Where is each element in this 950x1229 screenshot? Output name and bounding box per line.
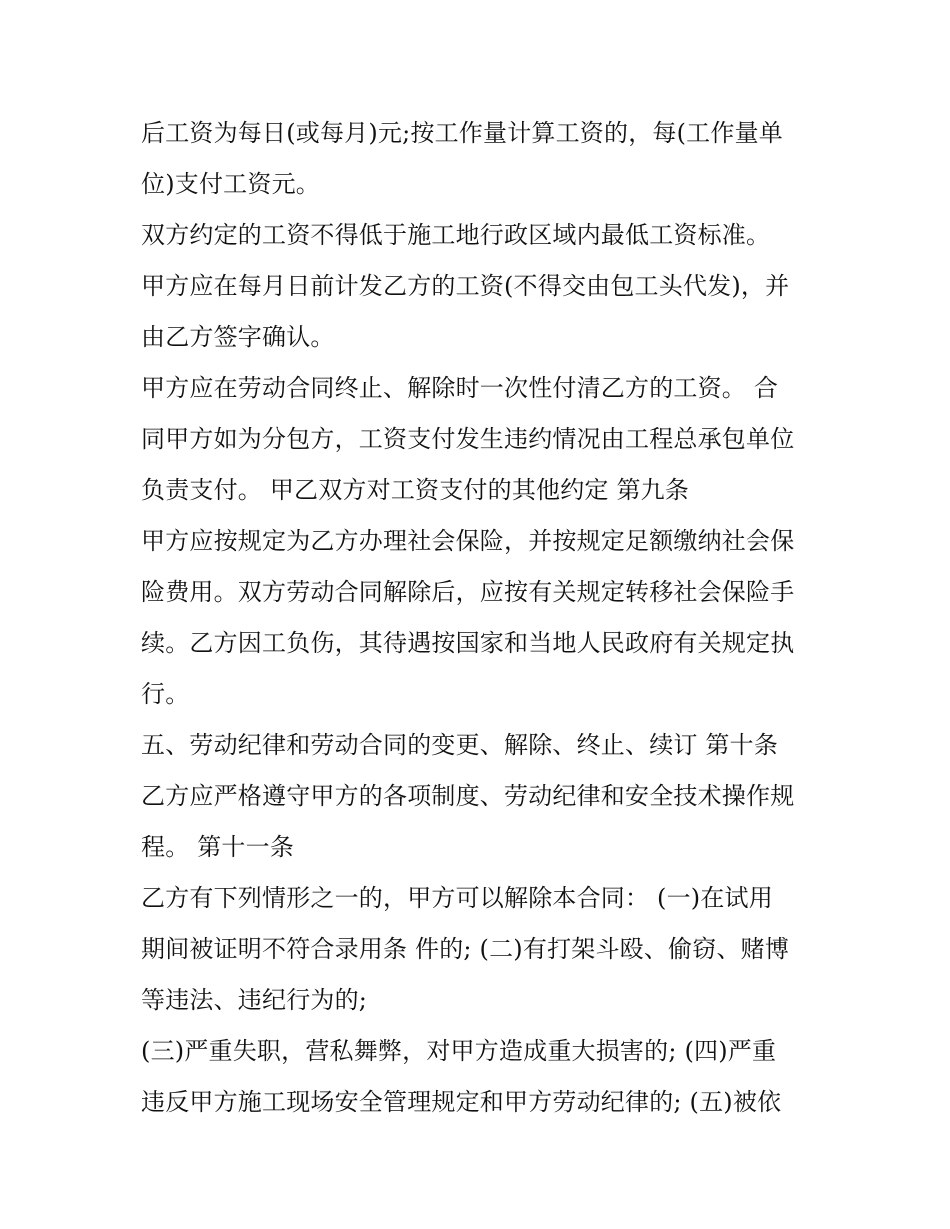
text-line: (三)严重失职，营私舞弊，对甲方造成重大损害的; (四)严重 (141, 1037, 777, 1065)
text-line: 双方约定的工资不得低于施工地行政区域内最低工资标准。 (141, 221, 771, 249)
text-line: 乙方应严格遵守甲方的各项制度、劳动纪律和安全技术操作规 (141, 782, 795, 810)
text-line: 险费用。双方劳动合同解除后，应按有关规定转移社会保险手 (141, 578, 795, 606)
text-line: 行。 (141, 680, 190, 708)
text-line: 续。乙方因工负伤，其待遇按国家和当地人民政府有关规定执 (141, 629, 795, 657)
text-line: 甲方应在劳动合同终止、解除时一次性付清乙方的工资。 合 (141, 374, 779, 402)
text-line: 甲方应在每月日前计发乙方的工资(不得交由包工头代发)，并 (141, 272, 790, 300)
text-line: 同甲方如为分包方，工资支付发生违约情况由工程总承包单位 (141, 425, 795, 453)
contract-text (141, 108, 841, 1128)
text-line: 由乙方签字确认。 (141, 323, 335, 351)
text-line: 甲方应按规定为乙方办理社会保险，并按规定足额缴纳社会保 (141, 527, 795, 555)
text-line: 后工资为每日(或每月)元;按工作量计算工资的，每(工作量单 (141, 119, 783, 147)
text-line: 违反甲方施工现场安全管理规定和甲方劳动纪律的; (五)被依 (141, 1088, 782, 1116)
text-line: 乙方有下列情形之一的，甲方可以解除本合同： (一)在试用 (141, 884, 773, 912)
text-line: 负责支付。 甲乙双方对工资支付的其他约定 第九条 (141, 476, 690, 504)
text-line: 五、劳动纪律和劳动合同的变更、解除、终止、续订 第十条 (141, 731, 779, 759)
text-line: 等违法、违纪行为的; (141, 986, 368, 1014)
text-line: 程。 第十一条 (141, 833, 295, 861)
text-line: 期间被证明不符合录用条 件的; (二)有打架斗殴、偷窃、赌博 (141, 935, 790, 963)
text-line: 位)支付工资元。 (141, 170, 320, 198)
